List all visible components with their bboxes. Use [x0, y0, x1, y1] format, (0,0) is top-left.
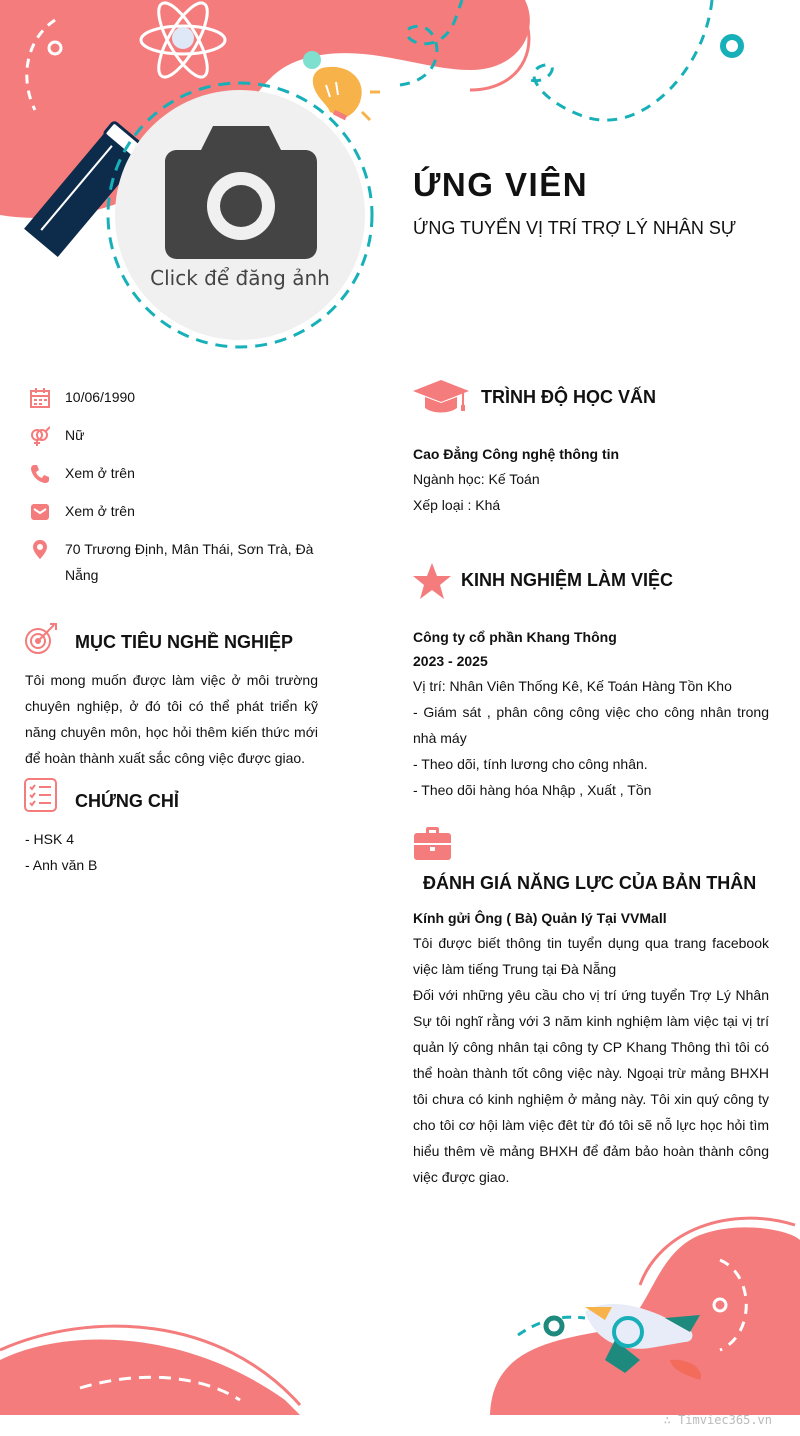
cover-paragraph-2: Đối với những yêu cầu cho vị trí ứng tuyển Trợ Lý Nhân Sự tôi nghĩ rằng với 3 năm kinh nghiệm làm việc tại vị trí quản lý công nhân tại công ty CP Khang Thông thì tôi có thể hoàn thành tốt công việc này. Ngoại trừ mảng BHXH tôi chưa có kinh nghiệm ở mảng này. Tôi xin quý công ty cho tôi cơ hội làm việc đêt từ đó tôi sẽ nỗ lực học hỏi tìm hiểu thêm về mảng BHXH để đảm bảo hoàn thành công việc được giao. — [413, 987, 769, 1185]
gender-row — [30, 422, 320, 448]
education-title: TRÌNH ĐỘ HỌC VẤN — [481, 387, 656, 407]
birthdate-text: 10/06/1990 — [65, 389, 136, 405]
phone-icon — [30, 464, 50, 484]
company-name: Công ty cổ phần Khang Thông — [413, 629, 617, 645]
self-assessment-title: ĐÁNH GIÁ NĂNG LỰC CỦA BẢN THÂN — [423, 873, 757, 893]
duty-item: - Theo dõi hàng hóa Nhập , Xuất , Tồn — [413, 782, 652, 798]
duty-item: - Theo dõi, tính lương cho công nhân. — [413, 756, 648, 772]
objective-text: Tôi mong muốn được làm việc ở môi trường chuyên nghiệp, ở đó tôi có thể phát triển kỹ năng chuyên môn, học hỏi thêm kiến thức mới để hoàn thành xuất sắc công việc được giao. — [25, 672, 318, 766]
phone-row — [30, 460, 320, 486]
birthdate-row — [30, 384, 320, 410]
objective-title: MỤC TIÊU NGHỀ NGHIỆP — [75, 632, 294, 652]
certificates-title: CHỨNG CHỈ — [75, 791, 179, 811]
phone-text: Xem ở trên — [65, 465, 135, 481]
duty-item: - Giám sát , phân công công việc cho công nhân trong nhà máy — [413, 704, 769, 746]
gender-icon — [30, 426, 50, 446]
certificate-item: - HSK 4 — [25, 831, 75, 847]
location-icon — [30, 540, 50, 560]
cover-paragraph-1: Tôi được biết thông tin tuyển dụng qua trang facebook việc làm tiếng Trung tại Đà Nẵng — [413, 935, 769, 977]
upload-photo-label: Click để đăng ảnh — [150, 266, 330, 290]
avatar-upload[interactable] — [115, 90, 365, 340]
email-icon — [30, 502, 50, 522]
star-icon — [413, 563, 451, 599]
email-text: Xem ở trên — [65, 503, 135, 519]
address-text: 70 Trương Định, Mân Thái, Sơn Trà, Đà Nẵng — [65, 541, 314, 583]
major-text: Ngành học: Kế Toán — [413, 471, 540, 487]
graduation-cap-icon — [413, 380, 469, 414]
cover-greeting: Kính gửi Ông ( Bà) Quản lý Tại VVMall — [413, 910, 667, 926]
work-period: 2023 - 2025 — [413, 653, 488, 669]
certificate-item: - Anh văn B — [25, 857, 98, 873]
gender-text: Nữ — [65, 427, 85, 443]
experience-title: KINH NGHIỆM LÀM VIỆC — [461, 570, 674, 590]
candidate-name: ỨNG VIÊN — [413, 166, 589, 203]
footer-decoration — [0, 1200, 800, 1415]
grade-text: Xếp loại : Khá — [413, 497, 501, 513]
target-icon — [24, 622, 58, 656]
lightbulb-icon — [303, 51, 380, 120]
email-row — [30, 498, 320, 524]
camera-icon — [165, 126, 317, 259]
position-title: ỨNG TUYỂN VỊ TRÍ TRỢ LÝ NHÂN SỰ — [413, 218, 737, 238]
school-name: Cao Đẳng Công nghệ thông tin — [413, 446, 620, 462]
checklist-icon — [24, 778, 57, 812]
watermark: ∴ Timviec365.vn — [663, 1413, 772, 1427]
address-row — [30, 536, 320, 588]
briefcase-icon — [414, 827, 451, 860]
job-role: Vị trí: Nhân Viên Thống Kê, Kế Toán Hàng Tồn Kho — [413, 678, 732, 694]
dashed-curve-right — [530, 0, 712, 120]
calendar-icon — [30, 388, 50, 408]
